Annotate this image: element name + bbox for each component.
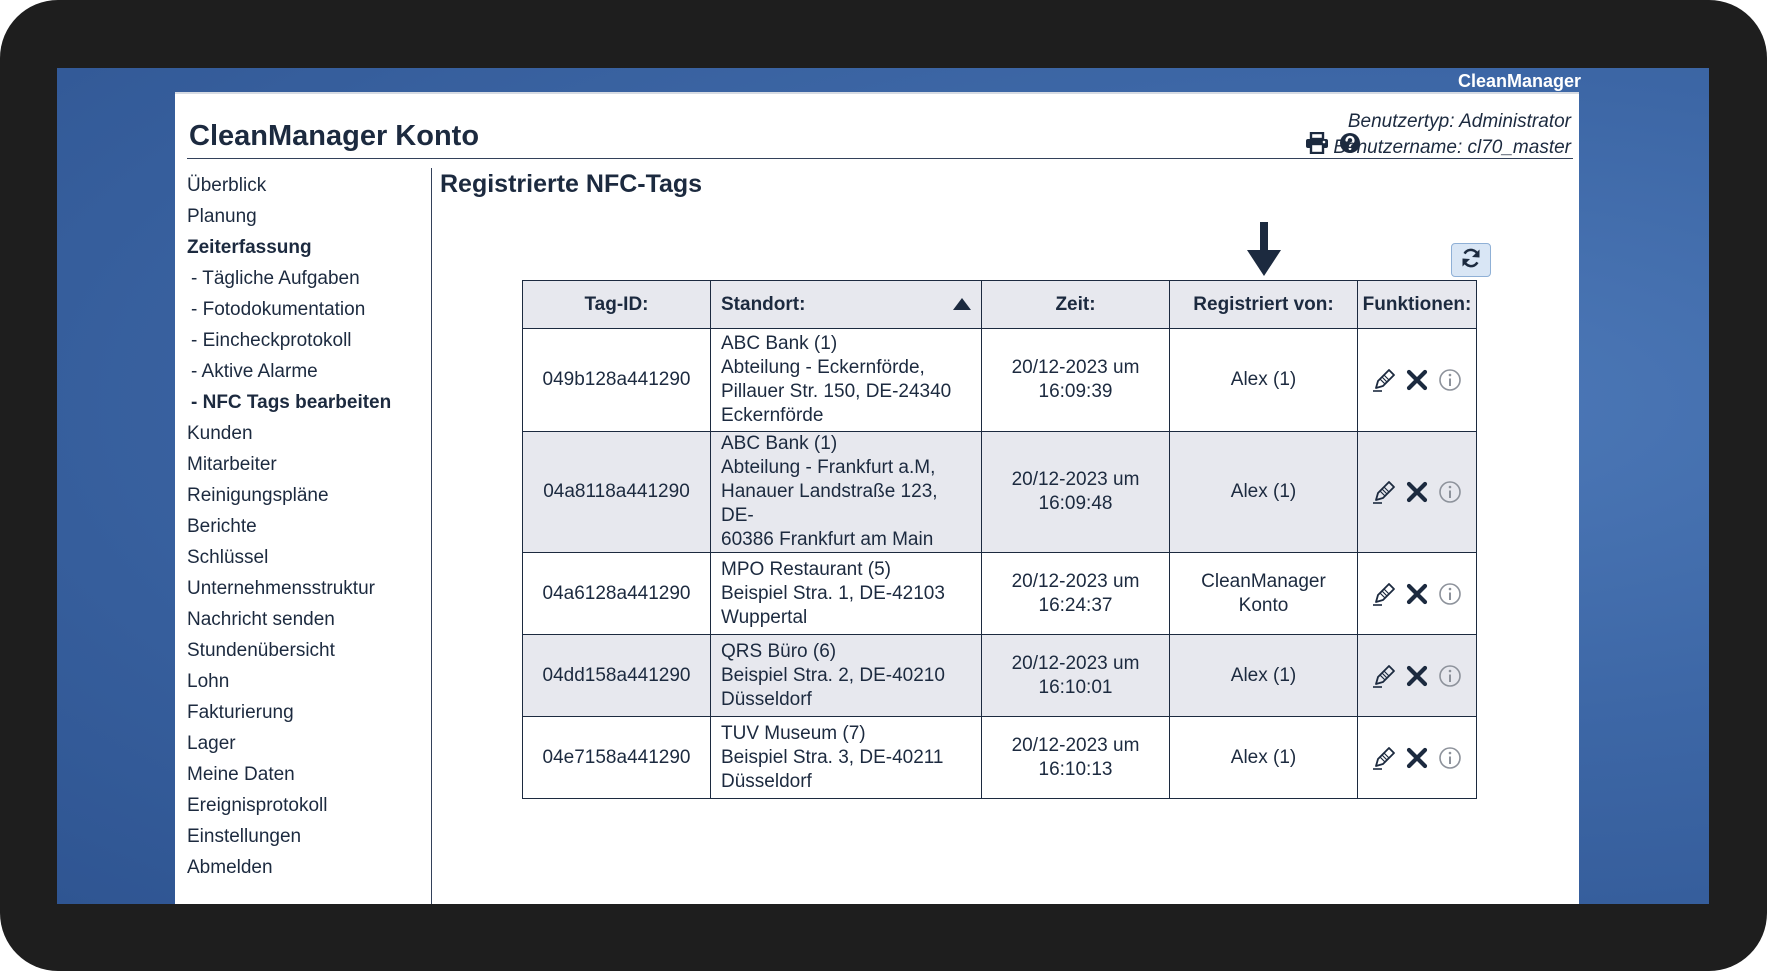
sidebar-item-lohn[interactable]: Lohn bbox=[187, 671, 230, 692]
zeit-line: 20/12-2023 um bbox=[1011, 652, 1140, 674]
sidebar-item-meine-daten[interactable]: Meine Daten bbox=[187, 764, 295, 785]
sidebar-item-nachricht-senden[interactable]: Nachricht senden bbox=[187, 609, 335, 630]
standort-line: ABC Bank (1) bbox=[721, 433, 838, 454]
sidebar-item-kunden[interactable]: Kunden bbox=[187, 423, 253, 444]
cell-registriert-von bbox=[1170, 553, 1358, 635]
registriert-line: Alex (1) bbox=[1230, 746, 1297, 768]
sidebar-nav bbox=[187, 170, 427, 883]
standort-line: QRS Büro (6) bbox=[721, 640, 837, 662]
sidebar-subitem-eincheckprotokoll[interactable]: - Eincheckprotokoll bbox=[191, 330, 352, 351]
header-divider bbox=[187, 158, 1573, 159]
arrow-down-icon bbox=[1247, 222, 1281, 281]
zeit-line: 20/12-2023 um bbox=[1011, 357, 1140, 378]
col-header-zeit[interactable]: Zeit: bbox=[982, 281, 1170, 329]
sidebar-subitem-taegliche-aufgaben[interactable]: - Tägliche Aufgaben bbox=[191, 268, 360, 289]
sidebar-item-schluessel[interactable]: Schlüssel bbox=[187, 547, 269, 568]
sidebar-item-fakturierung[interactable]: Fakturierung bbox=[187, 702, 294, 723]
registriert-line: Alex (1) bbox=[1230, 481, 1297, 502]
standort-line: Düsseldorf bbox=[721, 770, 812, 792]
sidebar-item-mitarbeiter[interactable]: Mitarbeiter bbox=[187, 454, 277, 475]
zeit-line: 20/12-2023 um bbox=[1011, 469, 1140, 490]
col-header-standort[interactable] bbox=[711, 281, 982, 329]
zeit-line: 16:10:13 bbox=[1038, 758, 1113, 780]
cell-funktionen bbox=[1358, 432, 1477, 553]
standort-line: Düsseldorf bbox=[721, 688, 812, 710]
registriert-line: CleanManager bbox=[1201, 570, 1326, 592]
nfc-tags-table bbox=[522, 280, 1477, 799]
cell-funktionen bbox=[1358, 635, 1477, 717]
registriert-line: Alex (1) bbox=[1230, 664, 1297, 686]
delete-x-icon[interactable] bbox=[1406, 583, 1428, 605]
info-icon[interactable] bbox=[1438, 368, 1462, 392]
sidebar-item-planung[interactable]: Planung bbox=[187, 206, 257, 227]
standort-line: ABC Bank (1) bbox=[721, 333, 838, 354]
sidebar-item-ereignisprotokoll[interactable]: Ereignisprotokoll bbox=[187, 795, 328, 816]
cell-zeit bbox=[982, 635, 1170, 717]
cell-standort bbox=[711, 635, 982, 717]
standort-line: Abteilung - Frankfurt a.M, bbox=[721, 457, 936, 478]
edit-pencil-icon[interactable] bbox=[1372, 664, 1396, 688]
cell-tag-id: 04a6128a441290 bbox=[523, 553, 711, 635]
standort-line: MPO Restaurant (5) bbox=[721, 558, 891, 580]
standort-line: Beispiel Stra. 3, DE-40211 bbox=[721, 746, 944, 768]
cell-tag-id: 04a8118a441290 bbox=[523, 432, 711, 553]
standort-line: TUV Museum (7) bbox=[721, 722, 866, 744]
app-window bbox=[175, 92, 1579, 904]
cell-registriert-von bbox=[1170, 432, 1358, 553]
edit-pencil-icon[interactable] bbox=[1372, 368, 1396, 392]
cell-zeit bbox=[982, 717, 1170, 799]
cell-tag-id: 049b128a441290 bbox=[523, 329, 711, 432]
cell-registriert-von bbox=[1170, 329, 1358, 432]
edit-pencil-icon[interactable] bbox=[1372, 582, 1396, 606]
standort-line: Abteilung - Eckernförde, bbox=[721, 357, 925, 378]
sidebar-item-ueberblick[interactable]: Überblick bbox=[187, 175, 267, 196]
col-header-funktionen: Funktionen: bbox=[1358, 281, 1477, 329]
table-row bbox=[523, 329, 1477, 432]
table-header-row bbox=[523, 281, 1477, 329]
table-row bbox=[523, 635, 1477, 717]
delete-x-icon[interactable] bbox=[1406, 369, 1428, 391]
standort-line: Beispiel Stra. 2, DE-40210 bbox=[721, 664, 945, 686]
zeit-line: 20/12-2023 um bbox=[1011, 570, 1140, 592]
standort-line: Eckernförde bbox=[721, 405, 824, 426]
standort-line: Wuppertal bbox=[721, 606, 808, 628]
zeit-line: 16:10:01 bbox=[1038, 676, 1113, 698]
cell-registriert-von bbox=[1170, 717, 1358, 799]
cell-standort bbox=[711, 432, 982, 553]
sidebar-subitem-nfc-tags-bearbeiten[interactable]: - NFC Tags bearbeiten bbox=[191, 392, 392, 413]
table-row bbox=[523, 717, 1477, 799]
sidebar-subitem-fotodokumentation[interactable]: - Fotodokumentation bbox=[191, 299, 366, 320]
edit-pencil-icon[interactable] bbox=[1372, 746, 1396, 770]
sidebar-item-lager[interactable]: Lager bbox=[187, 733, 236, 754]
info-icon[interactable] bbox=[1438, 582, 1462, 606]
delete-x-icon[interactable] bbox=[1406, 481, 1428, 503]
sidebar-divider bbox=[431, 168, 432, 904]
zeit-line: 16:09:39 bbox=[1038, 381, 1113, 402]
standort-line: Beispiel Stra. 1, DE-42103 bbox=[721, 582, 945, 604]
sidebar-item-berichte[interactable]: Berichte bbox=[187, 516, 257, 537]
delete-x-icon[interactable] bbox=[1406, 747, 1428, 769]
col-header-standort-label: Standort: bbox=[721, 293, 806, 315]
refresh-button[interactable] bbox=[1451, 243, 1491, 277]
desktop-background bbox=[57, 68, 1709, 904]
registriert-line: Alex (1) bbox=[1230, 369, 1297, 390]
registriert-line: Konto bbox=[1238, 594, 1289, 616]
table-row bbox=[523, 432, 1477, 553]
sidebar-subitem-aktive-alarme[interactable]: - Aktive Alarme bbox=[191, 361, 318, 382]
cell-standort bbox=[711, 717, 982, 799]
zeit-line: 20/12-2023 um bbox=[1011, 734, 1140, 756]
zeit-line: 16:24:37 bbox=[1038, 594, 1113, 616]
user-info bbox=[1333, 109, 1571, 161]
refresh-icon bbox=[1460, 248, 1482, 273]
sidebar-item-reinigungsplaene[interactable]: Reinigungspläne bbox=[187, 485, 329, 506]
cell-funktionen bbox=[1358, 717, 1477, 799]
info-icon[interactable] bbox=[1438, 480, 1462, 504]
sidebar-item-unternehmensstruktur[interactable]: Unternehmensstruktur bbox=[187, 578, 375, 599]
edit-pencil-icon[interactable] bbox=[1372, 480, 1396, 504]
info-icon[interactable] bbox=[1438, 746, 1462, 770]
sidebar-item-abmelden[interactable]: Abmelden bbox=[187, 857, 273, 878]
col-header-registriert-von[interactable]: Registriert von: bbox=[1170, 281, 1358, 329]
cell-tag-id: 04dd158a441290 bbox=[523, 635, 711, 717]
delete-x-icon[interactable] bbox=[1406, 665, 1428, 687]
table-body bbox=[523, 329, 1477, 799]
sidebar-item-zeiterfassung[interactable]: Zeiterfassung bbox=[187, 237, 312, 258]
col-header-tag-id[interactable]: Tag-ID: bbox=[523, 281, 711, 329]
sort-ascending-icon[interactable] bbox=[953, 294, 971, 316]
table-row bbox=[523, 553, 1477, 635]
cell-zeit bbox=[982, 432, 1170, 553]
page-title: CleanManager Konto bbox=[189, 120, 480, 152]
user-type: Benutzertyp: Administrator bbox=[1347, 111, 1571, 132]
standort-line: Pillauer Str. 150, DE-24340 bbox=[721, 381, 952, 402]
print-icon[interactable] bbox=[1305, 132, 1329, 154]
section-title: Registrierte NFC-Tags bbox=[440, 170, 703, 198]
sidebar-item-einstellungen[interactable]: Einstellungen bbox=[187, 826, 302, 847]
cell-zeit bbox=[982, 553, 1170, 635]
cell-tag-id: 04e7158a441290 bbox=[523, 717, 711, 799]
cell-funktionen bbox=[1358, 329, 1477, 432]
info-icon[interactable] bbox=[1438, 664, 1462, 688]
sidebar-item-stundenuebersicht[interactable]: Stundenübersicht bbox=[187, 640, 335, 661]
cell-standort bbox=[711, 329, 982, 432]
app-brand-label: CleanManager bbox=[1457, 71, 1581, 91]
cell-zeit bbox=[982, 329, 1170, 432]
standort-line: 60386 Frankfurt am Main bbox=[721, 529, 934, 550]
cell-funktionen bbox=[1358, 553, 1477, 635]
cell-registriert-von bbox=[1170, 635, 1358, 717]
zeit-line: 16:09:48 bbox=[1038, 493, 1113, 514]
user-name: Benutzername: cl70_master bbox=[1333, 137, 1571, 158]
cell-standort bbox=[711, 553, 982, 635]
standort-line: Hanauer Landstraße 123, DE- bbox=[721, 481, 938, 526]
